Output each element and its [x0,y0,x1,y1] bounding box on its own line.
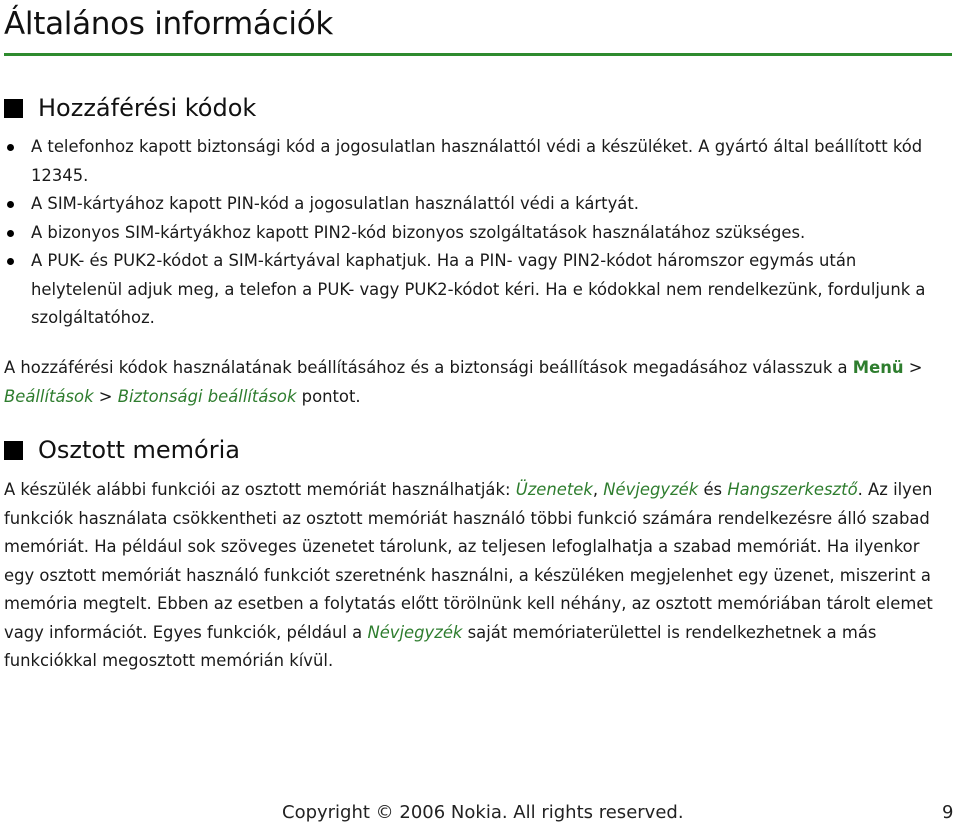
bullet-dot-icon [7,258,14,265]
square-bullet-icon [4,99,23,118]
paragraph-text: saját memóriaterülettel is rendelkezhetnek a más funkciókkal megosztott memórián kívül. [4,622,877,670]
section-heading-access-codes [4,94,256,122]
title-divider [4,53,952,56]
shared-memory-paragraph [4,476,948,676]
path-separator: > [903,358,923,377]
security-settings-link[interactable]: Biztonsági beállítások [117,386,297,406]
contacts-link[interactable]: Névjegyzék [603,480,699,499]
menu-link[interactable]: Menü [852,358,904,377]
page-title: Általános információk [4,6,334,42]
messages-link[interactable]: Üzenetek [515,480,593,499]
bullet-dot-icon [7,144,14,151]
access-codes-paragraph [4,354,948,411]
recorder-link[interactable]: Hangszerkesztő [727,480,858,499]
copyright-footer: Copyright © 2006 Nokia. All rights reserved. [282,802,684,823]
bullet-dot-icon [7,201,14,208]
list-item-text: A SIM-kártyához kapott PIN-kód a jogosulatlan használattól védi a kártyát. [31,194,639,213]
list-item [4,219,944,248]
paragraph-text: és [698,480,728,499]
paragraph-text: . Az ilyen funkciók használata csökkentheti az osztott memóriát használó többi funkció számára rendelkezésre álló szabad memóriát. Ha például sok szöveges üzenetet tárolunk, az teljesen lefoglalhatja a szabad memóriát. Ha ilyenkor egy osztott memóriát használó funkciót szeretnénk használni, a készüléken megjelenhet egy üzenet, miszerint a memória megtelt. Ebben az esetben a folytatás előtt törölnünk kell néhány, az osztott memóriában tárolt elemet vagy információt. Egyes funkciók, például a [4,480,933,642]
list-item-text: A bizonyos SIM-kártyákhoz kapott PIN2-kód bizonyos szolgáltatások használatához szükséges. [31,222,806,242]
paragraph-text: A hozzáférési kódok használatának beállításához és a biztonsági beállítások megadásához válasszuk a [4,358,853,377]
section-heading-shared-memory [4,436,240,464]
bullet-dot-icon [7,230,14,237]
list-item-text: A telefonhoz kapott biztonsági kód a jogosulatlan használattól védi a készüléket. A gyártó által beállított kód 12345. [31,137,923,185]
square-bullet-icon [4,441,23,460]
paragraph-text: pontot. [296,386,361,406]
settings-link[interactable]: Beállítások [4,386,94,406]
section-heading-text: Hozzáférési kódok [38,94,257,122]
paragraph-text: , [592,480,604,499]
access-codes-list [4,133,944,333]
list-item [4,190,944,219]
list-item [4,247,944,333]
path-separator: > [93,386,118,406]
section-heading-text: Osztott memória [38,436,240,464]
paragraph-text: A készülék alábbi funkciói az osztott memóriát használhatják: [4,480,516,499]
list-item-text: A PUK- és PUK2-kódot a SIM-kártyával kaphatjuk. Ha a PIN- vagy PIN2-kódot háromszor egymás után helytelenül adjuk meg, a telefon a PUK- vagy PUK2-kódot kéri. Ha e kódokkal nem rendelkezünk, forduljunk a szolgáltatóhoz. [31,251,926,327]
contacts-link[interactable]: Névjegyzék [367,622,463,642]
list-item [4,133,944,190]
page-number: 9 [942,802,954,823]
